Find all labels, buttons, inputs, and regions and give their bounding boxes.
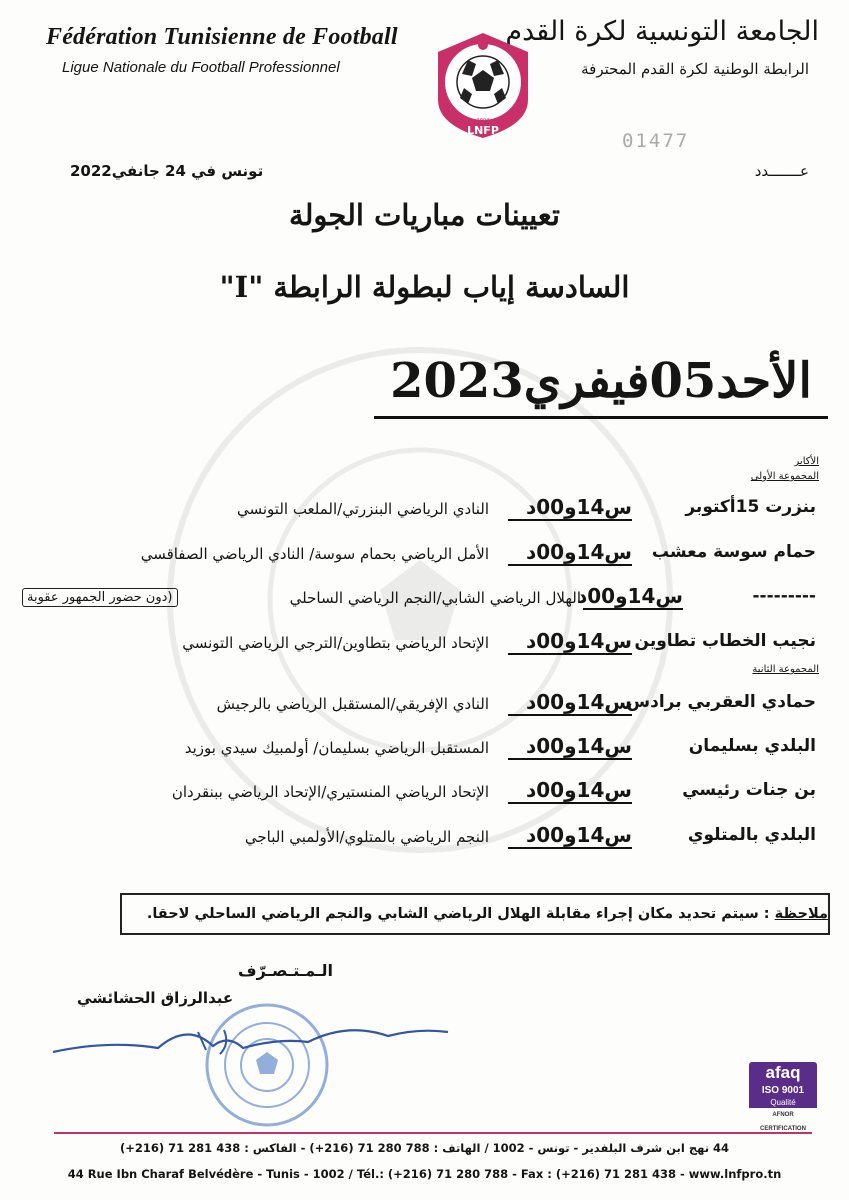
match-time: س14و00د xyxy=(508,734,632,760)
match-row xyxy=(0,823,849,859)
match-row xyxy=(0,495,849,531)
match-time: س14و00د xyxy=(508,778,632,804)
match-venue: --------- xyxy=(752,586,816,606)
match-teams: النجم الرياضي بالمتلوي/الأولمبي الباجي xyxy=(244,828,489,846)
match-time: س14و00د xyxy=(508,690,632,716)
match-venue: نجيب الخطاب تطاوين xyxy=(634,631,816,651)
match-time: س14و00د xyxy=(508,629,632,655)
footer-address-fr: 44 Rue Ibn Charaf Belvédère - Tunis - 1002 / Tél.: (+216) 71 280 788 - Fax : (+216) 71 281 438 - www.lnfpro.tn xyxy=(67,1167,782,1181)
match-teams: المستقبل الرياضي بسليمان/ أولمبيك سيدي بوزيد xyxy=(184,739,489,757)
match-row xyxy=(0,778,849,814)
footer-divider xyxy=(54,1132,812,1134)
svg-text:LNFP: LNFP xyxy=(467,124,499,137)
footer-address-ar: 44 نهج ابن شرف البلفدير - تونس - 1002 / الهاتف : 788 280 71 (216+) - الفاكس : 438 281 71 (216+) xyxy=(119,1141,730,1155)
match-time: س14و00د xyxy=(577,584,683,608)
remark-box xyxy=(120,893,830,935)
match-venue: حمام سوسة معشب xyxy=(651,542,816,562)
match-row xyxy=(0,690,849,726)
signatory-title: الـمـتـصـرّف xyxy=(238,961,333,980)
league-name-fr: Ligue Nationale du Football Professionnel xyxy=(62,59,340,76)
match-row xyxy=(0,629,849,665)
iso-cert: ISO 9001 xyxy=(749,1084,817,1097)
group-1-label: المجموعة الأولى xyxy=(750,471,819,482)
remark-label: ملاحظة xyxy=(774,906,828,922)
match-row xyxy=(0,540,849,576)
remark-text: : سيتم تحديد مكان إجراء مقابلة الهلال الرياضي الشابي والنجم الرياضي الساحلي لاحقا. xyxy=(146,906,775,922)
match-time: س14و00د xyxy=(508,495,632,521)
league-name-ar: الرابطة الوطنية لكرة القدم المحترفة xyxy=(581,60,809,78)
match-venue: البلدي بسليمان xyxy=(688,736,816,756)
match-teams: النادي الرياضي البنزرتي/الملعب التونسي xyxy=(236,500,489,518)
quality-label: Qualité xyxy=(749,1097,817,1108)
match-venue: بنزرت 15أكتوبر xyxy=(685,497,816,517)
match-teams: الإتحاد الرياضي المنستيري/الإتحاد الرياضي ببنقردان xyxy=(171,783,489,801)
category-label: الأكابر xyxy=(794,456,819,467)
title-line-2: السادسة إياب لبطولة الرابطة "I" xyxy=(219,270,630,304)
federation-name-ar: الجامعة التونسية لكرة القدم xyxy=(505,16,819,47)
match-venue: بن جنات رئيسي xyxy=(682,780,816,800)
afaq-brand: afaq xyxy=(749,1062,817,1084)
match-date-heading: الأحد05فيفري2023 xyxy=(374,346,828,419)
handwritten-signature xyxy=(48,1010,458,1070)
match-teams: الأمل الرياضي بحمام سوسة/ النادي الرياضي الصفاقسي xyxy=(140,545,489,563)
match-row xyxy=(0,734,849,770)
match-venue: البلدي بالمتلوي xyxy=(687,825,816,845)
issue-date: تونس في 24 جانفي2022 xyxy=(70,162,264,180)
match-venue: حمادي العقربي برادس xyxy=(626,692,816,712)
match-note: (دون حضور الجمهور عقوبة xyxy=(22,588,178,607)
title-line-1: تعيينات مباريات الجولة xyxy=(289,198,560,232)
svg-text:1994: 1994 xyxy=(476,118,490,124)
afaq-certification-badge xyxy=(749,1062,817,1130)
registration-number: 01477 xyxy=(622,130,690,152)
match-teams: النادي الإفريقي/المستقبل الرياضي بالرجيش xyxy=(216,695,489,713)
federation-name-fr: Fédération Tunisienne de Football xyxy=(46,24,398,50)
group-2-label: المجموعة الثانية xyxy=(752,664,819,675)
reference-label: عـــــــدد xyxy=(754,162,809,180)
match-teams: الهلال الرياضي الشابي/النجم الرياضي الساحلي xyxy=(289,589,581,607)
lnfp-logo xyxy=(428,30,538,142)
afnor-label: AFNOR CERTIFICATION xyxy=(760,1112,806,1132)
match-teams: الإتحاد الرياضي بتطاوين/الترجي الرياضي التونسي xyxy=(182,634,489,652)
signatory-name: عبدالرزاق الحشائشي xyxy=(77,989,234,1007)
match-time: س14و00د xyxy=(508,823,632,849)
match-time: س14و00د xyxy=(508,540,632,566)
